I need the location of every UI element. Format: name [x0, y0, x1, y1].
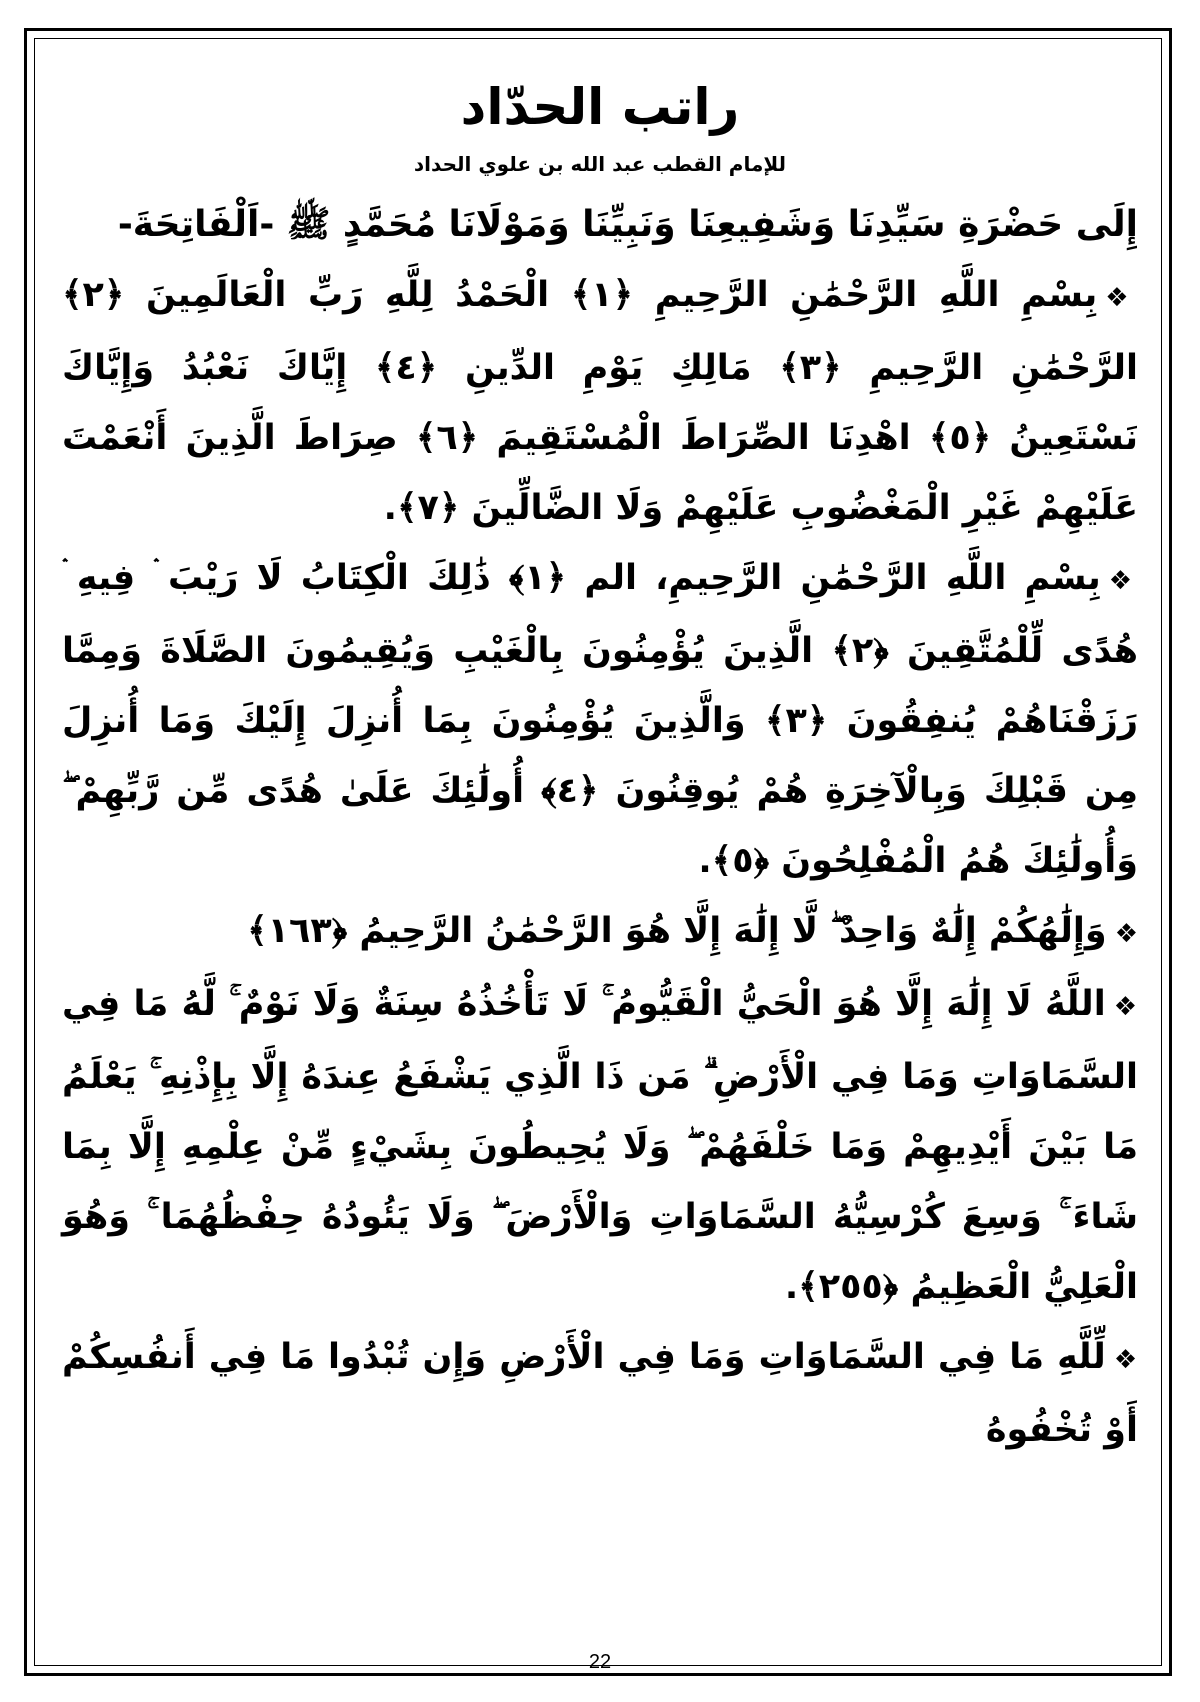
- bullet-icon: ❖: [1113, 1345, 1138, 1375]
- bullet-icon: ❖: [1108, 566, 1138, 596]
- paragraph-text: لِّلَّهِ مَا فِي السَّمَاوَاتِ وَمَا فِي الْأَرْضِ وَإِن تُبْدُوا مَا فِي أَنفُسِكُمْ أَوْ تُخْفُوهُ: [62, 1337, 1138, 1450]
- paragraph-text: وَإِلَٰهُكُمْ إِلَٰهٌ وَاحِدٌ ۖ لَّا إِلَٰهَ إِلَّا هُوَ الرَّحْمَٰنُ الرَّحِيمُ ﴿١٦٣﴾: [247, 911, 1107, 951]
- bullet-icon: ❖: [1105, 283, 1139, 313]
- bullet-icon: ❖: [1113, 992, 1139, 1022]
- page-number: 22: [588, 1651, 612, 1673]
- page-subtitle: للإمام القطب عبد الله بن علوي الحداد: [413, 152, 787, 176]
- bullet-icon: ❖: [1114, 919, 1138, 949]
- page-title: راتب الحدّاد: [460, 78, 740, 136]
- paragraph-text: اللَّهُ لَا إِلَٰهَ إِلَّا هُوَ الْحَيُّ الْقَيُّومُ ۚ لَا تَأْخُذُهُ سِنَةٌ وَلَا نَوْمٌ ۚ لَّهُ مَا فِي السَّمَاوَاتِ وَمَا فِي الْأَرْضِ ۗ مَن ذَا الَّذِي يَشْفَعُ عِندَهُ إِلَّا بِإِذْنِهِ ۚ يَعْلَمُ مَا بَيْنَ أَيْدِيهِمْ وَمَا خَلْفَهُمْ ۖ وَلَا يُحِيطُونَ بِشَيْءٍ مِّنْ عِلْمِهِ إِلَّا بِمَا شَاءَ ۚ وَسِعَ كُرْسِيُّهُ السَّمَاوَاتِ وَالْأَرْضَ ۖ وَلَا يَئُودُهُ حِفْظُهُمَا ۚ وَهُوَ الْعَلِيُّ الْعَظِيمُ ﴿٢٥٥﴾.: [62, 984, 1138, 1307]
- paragraph-text: بِسْمِ اللَّهِ الرَّحْمَٰنِ الرَّحِيمِ، الم ﴿١﴾ ذَٰلِكَ الْكِتَابُ لَا رَيْبَ ۛ فِيهِ ۛ هُدًى لِّلْمُتَّقِينَ ﴿٢﴾ الَّذِينَ يُؤْمِنُونَ بِالْغَيْبِ وَيُقِيمُونَ الصَّلَاةَ وَمِمَّا رَزَقْنَاهُمْ يُنفِقُونَ ﴿٣﴾ وَالَّذِينَ يُؤْمِنُونَ بِمَا أُنزِلَ إِلَيْكَ وَمَا أُنزِلَ مِن قَبْلِكَ وَبِالْآخِرَةِ هُمْ يُوقِنُونَ ﴿٤﴾ أُولَٰئِكَ عَلَىٰ هُدًى مِّن رَّبِّهِمْ ۖ وَأُولَٰئِكَ هُمُ الْمُفْلِحُونَ ﴿٥﴾.: [62, 558, 1138, 881]
- paragraph-baqarah-opening: [62, 543, 1138, 896]
- paragraph-verse-163: [62, 896, 1138, 969]
- dedication-line: إِلَى حَضْرَةِ سَيِّدِنَا وَشَفِيعِنَا وَنَبِيِّنَا وَمَوْلَانَا مُحَمَّدٍ ﷺ -اَلْفَاتِحَةَ-: [117, 204, 1138, 245]
- paragraph-ayat-al-kursi: [62, 969, 1138, 1322]
- page-content: [62, 68, 1138, 1465]
- paragraph-fatiha: [62, 260, 1138, 543]
- paragraph-lillahi: [62, 1322, 1138, 1465]
- paragraph-text: بِسْمِ اللَّهِ الرَّحْمَٰنِ الرَّحِيمِ ﴿١﴾ الْحَمْدُ لِلَّهِ رَبِّ الْعَالَمِينَ ﴿٢﴾ الرَّحْمَٰنِ الرَّحِيمِ ﴿٣﴾ مَالِكِ يَوْمِ الدِّينِ ﴿٤﴾ إِيَّاكَ نَعْبُدُ وَإِيَّاكَ نَسْتَعِينُ ﴿٥﴾ اهْدِنَا الصِّرَاطَ الْمُسْتَقِيمَ ﴿٦﴾ صِرَاطَ الَّذِينَ أَنْعَمْتَ عَلَيْهِمْ غَيْرِ الْمَغْضُوبِ عَلَيْهِمْ وَلَا الضَّالِّينَ ﴿٧﴾.: [62, 275, 1138, 528]
